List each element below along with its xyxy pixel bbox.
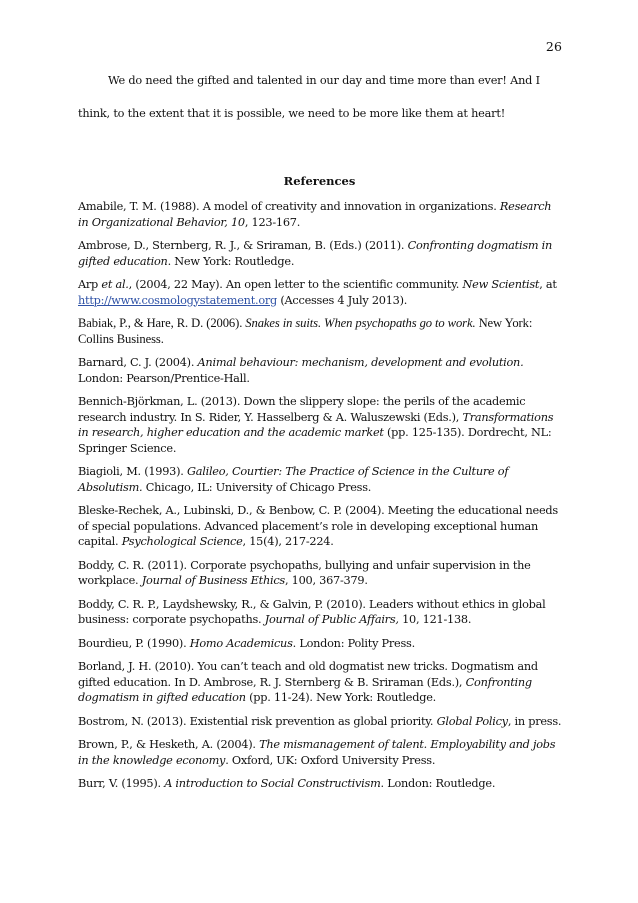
body-paragraph-line: think, to the extent that it is possible, we need to be more like them at heart!: [78, 107, 506, 120]
reference-link[interactable]: http://www.cosmologystatement.org: [78, 293, 278, 307]
references-heading: References: [283, 174, 356, 188]
reference-item: Burr, V. (1995). A introduction to Social Constructivism. London: Routledge.: [78, 777, 496, 790]
page-number: 26: [545, 39, 562, 54]
reference-item: Bostrom, N. (2013). Existential risk prevention as global priority. Global Policy, in press.: [78, 714, 562, 728]
reference-item: Ambrose, D., Sternberg, R. J., & Sriraman, B. (Eds.) (2011). Confronting dogmatism in gifted education. New York: Routledge.: [78, 239, 553, 268]
body-paragraph-line: We do need the gifted and talented in our day and time more than ever! And I: [108, 74, 540, 87]
reference-list: [78, 199, 562, 800]
reference-item: Barnard, C. J. (2004). Animal behaviour: mechanism, development and evolution. London: Pearson/Prentice-Hall.: [78, 356, 524, 385]
reference-item: Babiak, P., & Hare, R. D. (2006). Snakes in suits. When psychopaths go to work. New York: Collins Business.: [78, 316, 533, 346]
reference-item: Boddy, C. R. (2011). Corporate psychopaths, bullying and unfair supervision in the workplace. Journal of Business Ethics, 100, 367-379.: [78, 558, 531, 587]
reference-item: Bourdieu, P. (1990). Homo Academicus. London: Polity Press.: [78, 636, 415, 650]
reference-item: Brown, P., & Hesketh, A. (2004). The mismanagement of talent. Employability and jobs in the knowledge economy. Oxford, UK: Oxford University Press.: [78, 738, 556, 767]
reference-item: Bennich-Björkman, L. (2013). Down the slippery slope: the perils of the academic research industry. In S. Rider, Y. Hasselberg & A. Waluszewski (Eds.), Transformations in research, higher education and the academic market (pp. 125-135). Dordrecht, NL: Springer Science.: [78, 395, 554, 455]
reference-item: Borland, J. H. (2010). You can’t teach and old dogmatist new tricks. Dogmatism and gifted education. In D. Ambrose, R. J. Sternberg & B. Sriraman (Eds.), Confronting dogmatism in gifted education (pp. 11-24). New York: Routledge.: [78, 660, 538, 704]
reference-item: Amabile, T. M. (1988). A model of creativity and innovation in organizations. Research in Organizational Behavior, 10, 123-167.: [78, 200, 552, 229]
reference-item: Boddy, C. R. P., Laydshewsky, R., & Galvin, P. (2010). Leaders without ethics in global business: corporate psychopaths. Journal of Public Affairs, 10, 121-138.: [78, 597, 546, 626]
reference-item: Bleske-Rechek, A., Lubinski, D., & Benbow, C. P. (2004). Meeting the educational needs of special populations. Advanced placement’s role in developing exceptional human capital. Psychological Science, 15(4), 217-224.: [78, 504, 558, 548]
reference-item: Arp et al., (2004, 22 May). An open letter to the scientific community. New Scientist, at http://www.cosmologystatement.org (Accesses 4 July 2013).: [78, 278, 557, 307]
reference-item: Biagioli, M. (1993). Galileo, Courtier: The Practice of Science in the Culture of Absolutism. Chicago, IL: University of Chicago Press.: [78, 465, 509, 494]
